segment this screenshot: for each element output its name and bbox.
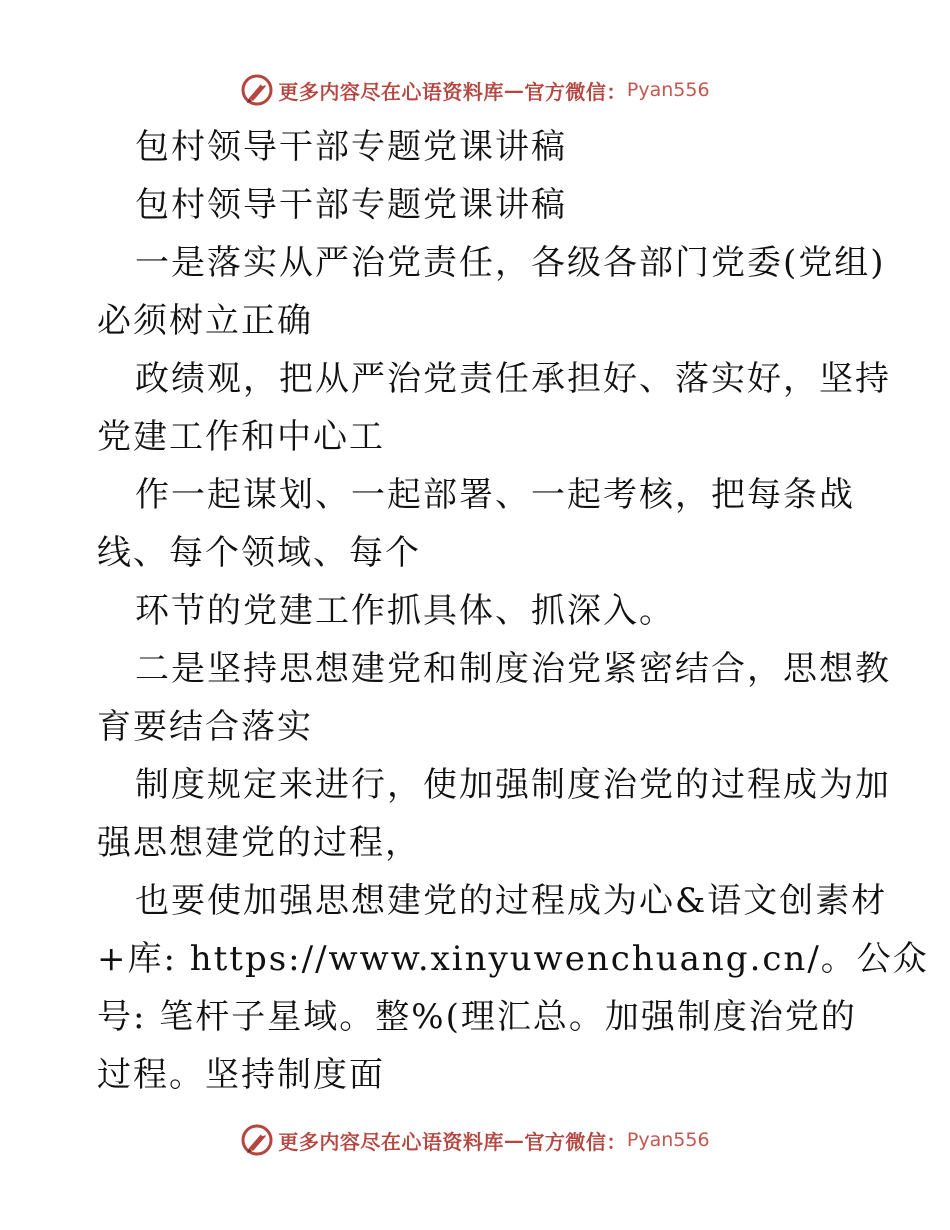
paragraph-line: 环节的党建工作抓具体、抓深入。 (135, 591, 675, 631)
watermark-wechat-label: 官方微信： (524, 1129, 627, 1154)
paragraph-line: 育要结合落实 (97, 707, 313, 747)
paragraph-line: 一是落实从严治党责任，各级各部门党委(党组) (135, 243, 886, 283)
paragraph-line: 党建工作和中心工 (97, 417, 385, 457)
header-watermark (0, 70, 950, 110)
paragraph-line: 二是坚持思想建党和制度治党紧密结合，思想教 (135, 649, 891, 689)
watermark-wechat-label: 官方微信： (524, 79, 627, 104)
watermark-dash: — (503, 78, 525, 102)
watermark-site-text: 更多内容尽在心语资料库 (278, 79, 504, 104)
pen-logo-icon (240, 73, 274, 107)
paragraph-line: 也要使加强思想建党的过程成为心&语文创素材 (135, 881, 888, 921)
paragraph-line: 过程。坚持制度面 (97, 1055, 385, 1095)
paragraph-line: +库: https://www.xinyuwenchuang.cn/。公众 (97, 939, 929, 979)
paragraph-line: 号: 笔杆子星域。整%(理汇总。加强制度治党的 (97, 997, 857, 1037)
document-body (97, 118, 929, 1104)
watermark-wechat-id: Pyan556 (626, 79, 710, 101)
paragraph-line: 强思想建党的过程， (97, 823, 421, 863)
watermark-site-text: 更多内容尽在心语资料库 (278, 1129, 504, 1154)
watermark-wechat-id: Pyan556 (626, 1129, 710, 1151)
document-title: 包村领导干部专题党课讲稿 (135, 127, 567, 167)
paragraph-line: 作一起谋划、一起部署、一起考核，把每条战 (135, 475, 855, 515)
watermark-dash: — (503, 1128, 525, 1152)
paragraph-line: 政绩观，把从严治党责任承担好、落实好，坚持 (135, 359, 891, 399)
footer-watermark (0, 1120, 950, 1160)
paragraph-line: 制度规定来进行，使加强制度治党的过程成为加 (135, 765, 891, 805)
pen-logo-icon (240, 1123, 274, 1157)
paragraph-line: 线、每个领域、每个 (97, 533, 421, 573)
document-subtitle: 包村领导干部专题党课讲稿 (135, 185, 567, 225)
paragraph-line: 必须树立正确 (97, 301, 313, 341)
